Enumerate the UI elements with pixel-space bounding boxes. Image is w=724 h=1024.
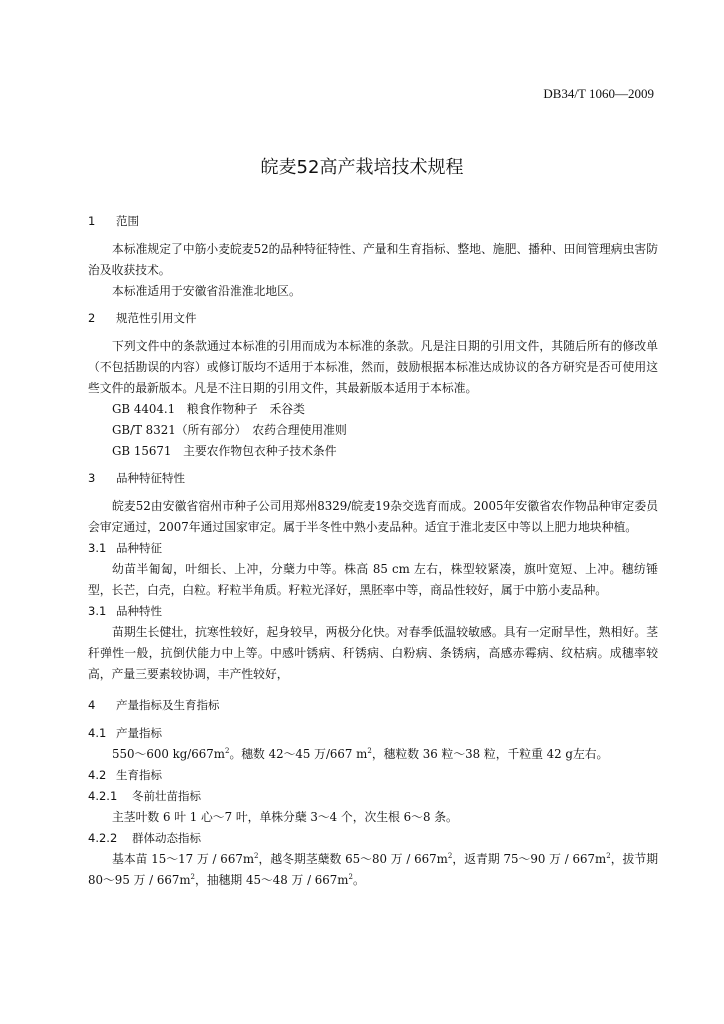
subsection-title: 品种特征 <box>116 541 162 555</box>
section-title: 产量指标及生育指标 <box>116 698 220 712</box>
section-number: 1 <box>88 214 96 228</box>
paragraph: 基本苗 15～17 万 / $667m^2$，越冬期茎蘖数 65～80 万 / $667m^2$，返青期 75～90 万 / $667m^2$，拔节期 80～95 万 / $667m^2$，抽穗期 45～48 万 / $667m^2$。 <box>88 852 658 887</box>
subsection-3-2-heading <box>88 601 658 622</box>
paragraph: 皖麦52由安徽省宿州市种子公司用郑州8329/皖麦19杂交选育而成。2005年安徽省农作物品种审定委员会审定通过，2007年通过国家审定。属于半冬性中熟小麦品种。适宜于淮北麦区中等以上肥力地块种植。 <box>88 499 658 534</box>
reference-item: GB/T 8321（所有部分） 农药合理使用准则 <box>112 423 347 437</box>
paragraph: 550～600 $kg/667m^2$。穗数 42～45 万/667 $m^2$，穗粒数 36 粒～38 粒，千粒重 42 g左右。 <box>112 747 609 761</box>
reference-item: GB 4404.1 粮食作物种子 禾谷类 <box>112 402 305 416</box>
section-number: 3 <box>88 471 96 485</box>
section-3-heading <box>88 468 658 489</box>
section-1-heading <box>88 211 658 232</box>
section-number: 4 <box>88 698 96 712</box>
section-title: 范围 <box>116 214 139 228</box>
subsection-title: 品种特性 <box>116 604 162 618</box>
subsection-number: 4.1 <box>88 726 107 740</box>
reference-item: GB 15671 主要农作物包衣种子技术条件 <box>112 444 337 458</box>
subsection-number: 4.2.2 <box>88 831 118 845</box>
document-body <box>88 205 658 891</box>
section-4-heading <box>88 695 658 716</box>
document-number: DB34/T 1060—2009 <box>543 86 654 101</box>
subsection-number: 4.2.1 <box>88 789 118 803</box>
document-title: 皖麦52高产栽培技术规程 <box>260 157 464 178</box>
subsection-4-2-1-heading <box>88 786 658 807</box>
paragraph: 下列文件中的条款通过本标准的引用而成为本标准的条款。凡是注日期的引用文件，其随后所有的修改单（不包括勘误的内容）或修订版均不适用于本标准，然而，鼓励根据本标准达成协议的各方研究是否可使用这些文件的最新版本。凡是不注日期的引用文件，其最新版本适用于本标准。 <box>88 339 658 395</box>
section-number: 2 <box>88 311 96 325</box>
paragraph: 苗期生长健壮，抗寒性较好，起身较早，两极分化快。对春季低温较敏感。具有一定耐旱性，熟相好。茎秆弹性一般，抗倒伏能力中上等。中感叶锈病、秆锈病、白粉病、条锈病，高感赤霉病、纹枯病。成穗率较高，产量三要素较协调，丰产性较好， <box>88 625 658 681</box>
section-2-heading <box>88 308 658 329</box>
section-title: 品种特征特性 <box>116 471 185 485</box>
paragraph: 本标准规定了中筋小麦皖麦52的品种特征特性、产量和生育指标、整地、施肥、播种、田间管理病虫害防治及收获技术。 <box>88 242 658 277</box>
subsection-title: 群体动态指标 <box>132 831 201 845</box>
subsection-number: 3.1 <box>88 541 107 555</box>
subsection-title: 产量指标 <box>116 726 162 740</box>
subsection-4-2-2-heading <box>88 828 658 849</box>
subsection-4-2-heading <box>88 765 658 786</box>
subsection-4-1-heading <box>88 723 658 744</box>
subsection-3-1-heading <box>88 538 658 559</box>
section-title: 规范性引用文件 <box>116 311 197 325</box>
subsection-number: 4.2 <box>88 768 107 782</box>
subsection-title: 冬前壮苗指标 <box>132 789 201 803</box>
paragraph: 主茎叶数 6 叶 1 心～7 叶，单株分蘖 3～4 个，次生根 6～8 条。 <box>112 810 458 824</box>
subsection-number: 3.1 <box>88 604 107 618</box>
paragraph: 幼苗半匍匐，叶细长、上冲，分蘖力中等。株高 85 cm 左右，株型较紧凑，旗叶宽短、上冲。穗纺锤型，长芒，白壳，白粒。籽粒半角质。籽粒光泽好，黑胚率中等，商品性较好，属于中筋小麦品种。 <box>88 562 658 597</box>
subsection-title: 生育指标 <box>116 768 162 782</box>
paragraph: 本标准适用于安徽省沿淮淮北地区。 <box>112 284 301 298</box>
